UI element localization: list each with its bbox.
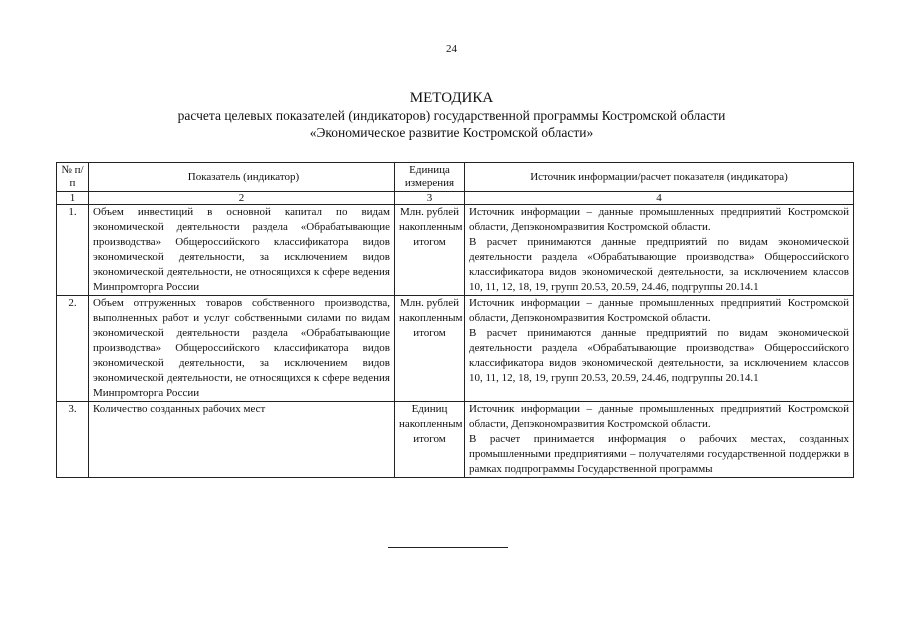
header-indicator: Показатель (индикатор) — [89, 163, 395, 192]
row-source-calculation: В расчет принимаются данные предприятий по видам экономической деятельности раздела «Обрабатывающие производства» Общероссийского классификатора видов экономической деятельности, за исключением классов 10, 11, 12, 18, 19, групп 20.53, 20.59, 24.46, подгруппы 20.14.1 — [469, 236, 849, 293]
row-source-info: Источник информации – данные промышленных предприятий Костромской области, Депэкономразвития Костромской области. — [469, 297, 849, 324]
column-number: 3 — [395, 192, 465, 205]
column-number-row — [57, 192, 854, 205]
row-number: 3. — [57, 402, 89, 478]
header-num: № п/п — [57, 163, 89, 192]
header-source: Источник информации/расчет показателя (индикатора) — [465, 163, 854, 192]
column-number: 4 — [465, 192, 854, 205]
header-unit: Единица измерения — [395, 163, 465, 192]
methodology-table — [56, 162, 854, 478]
document-title: МЕТОДИКА — [409, 90, 494, 106]
row-source — [465, 205, 854, 296]
row-unit: Млн. рублей накопленным итогом — [395, 296, 465, 402]
column-number: 1 — [57, 192, 89, 205]
table-row — [57, 205, 854, 296]
page-number: 24 — [446, 43, 457, 55]
table-header-row — [57, 163, 854, 192]
table-row — [57, 296, 854, 402]
row-source — [465, 402, 854, 478]
row-indicator: Объем отгруженных товаров собственного производства, выполненных работ и услуг собственными силами по видам экономической деятельности раздела «Обрабатывающие производства» Общероссийского классификатора видов экономической деятельности, за исключением видов экономической деятельности, не относящихся к сфере ведения Минпромторга России — [89, 296, 395, 402]
row-source-calculation: В расчет принимаются данные предприятий по видам экономической деятельности раздела «Обрабатывающие производства» Общероссийского классификатора видов экономической деятельности, за исключением классов 10, 11, 12, 18, 19, групп 20.53, 20.59, 24.46, подгруппы 20.14.1 — [469, 327, 849, 384]
row-indicator: Объем инвестиций в основной капитал по видам экономической деятельности раздела «Обрабатывающие производства» Общероссийского классификатора видов экономической деятельности, за исключением видов экономической деятельности, не относящихся к сфере ведения Минпромторга России — [89, 205, 395, 296]
table-row — [57, 402, 854, 478]
row-number: 2. — [57, 296, 89, 402]
document-subtitle-line-1: расчета целевых показателей (индикаторов) государственной программы Костромской области — [177, 108, 726, 123]
row-number: 1. — [57, 205, 89, 296]
row-indicator: Количество созданных рабочих мест — [89, 402, 395, 478]
row-source-info: Источник информации – данные промышленных предприятий Костромской области, Депэкономразвития Костромской области. — [469, 403, 849, 430]
column-number: 2 — [89, 192, 395, 205]
document-subtitle-line-2: «Экономическое развитие Костромской области» — [309, 125, 594, 140]
row-source — [465, 296, 854, 402]
document-heading — [0, 90, 903, 141]
row-source-calculation: В расчет принимается информация о рабочих местах, созданных промышленными предприятиями – получателями государственной поддержки в рамках подпрограммы Государственной программы — [469, 433, 849, 475]
footer-divider — [388, 547, 508, 548]
row-source-info: Источник информации – данные промышленных предприятий Костромской области, Депэкономразвития Костромской области. — [469, 206, 849, 233]
row-unit: Единиц накопленным итогом — [395, 402, 465, 478]
row-unit: Млн. рублей накопленным итогом — [395, 205, 465, 296]
